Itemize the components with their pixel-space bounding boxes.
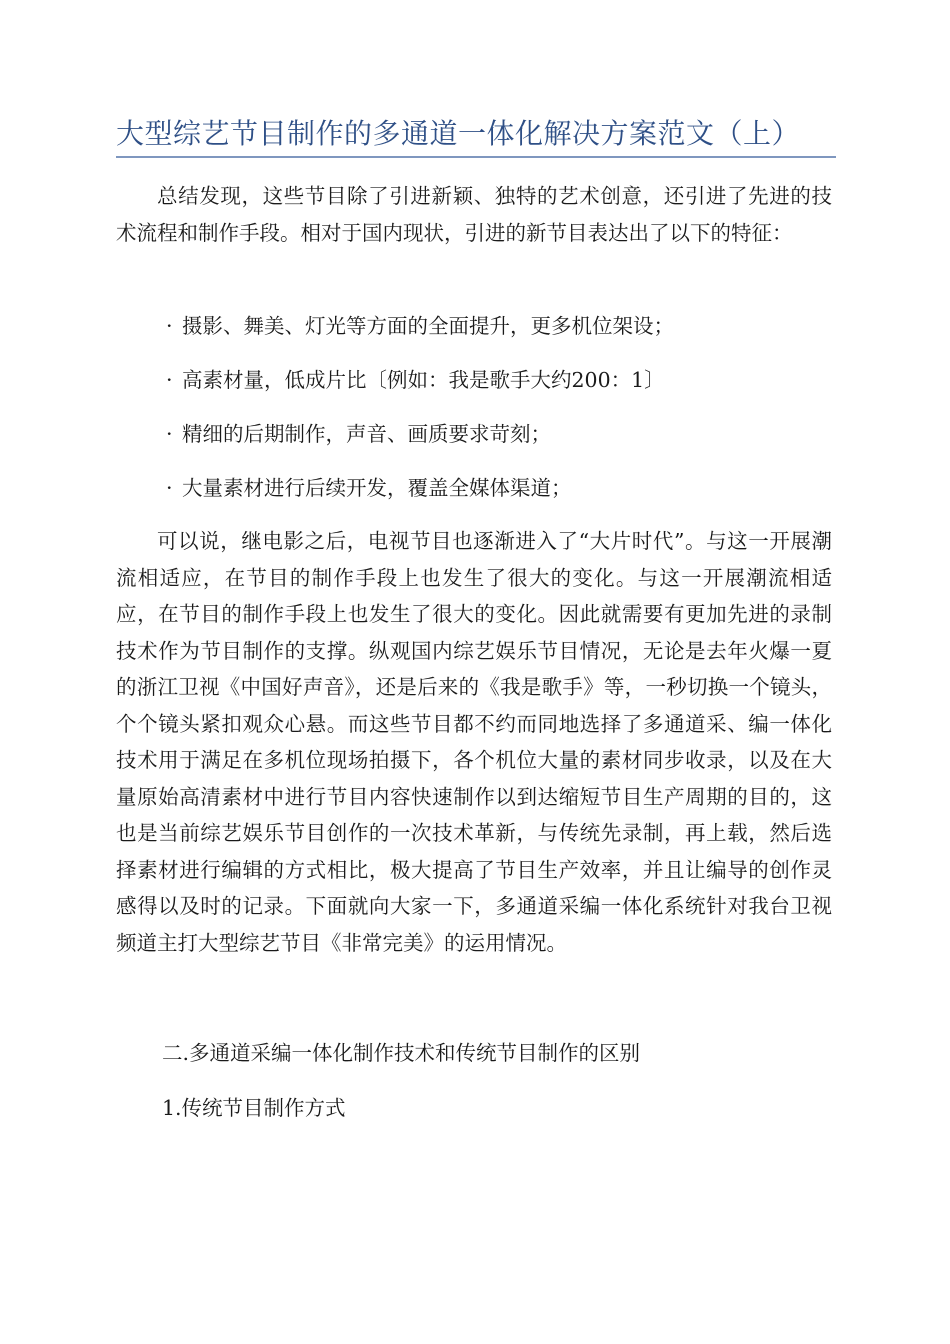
list-item-text: 精细的后期制作，声音、画质要求苛刻；: [182, 422, 551, 446]
list-item-text: 大量素材进行后续开发，覆盖全媒体渠道；: [182, 476, 572, 500]
document-title: 大型综艺节目制作的多通道一体化解决方案范文（上）: [116, 114, 836, 158]
intro-paragraph: 总结发现，这些节目除了引进新颖、独特的艺术创意，还引进了先进的技术流程和制作手段。相对于国内现状，引进的新节目表达出了以下的特征：: [116, 184, 832, 245]
list-item-text: 摄影、舞美、灯光等方面的全面提升，更多机位架设；: [182, 314, 674, 338]
section-heading: 二.多通道采编一体化制作技术和传统节目制作的区别: [162, 1041, 641, 1065]
bullet-dot-icon: ·: [166, 476, 173, 500]
list-item: [166, 473, 826, 503]
body-paragraph: 可以说，继电影之后，电视节目也逐渐进入了“大片时代”。与这一开展潮流相适应，在节目的制作手段上也发生了很大的变化。与这一开展潮流相适应，在节目的制作手段上也发生了很大的变化。因此就需要有更加先进的录制技术作为节目制作的支撑。纵观国内综艺娱乐节目情况，无论是去年火爆一夏的浙江卫视《中国好声音》，还是后来的《我是歌手》等，一秒切换一个镜头，个个镜头紧扣观众心悬。而这些节目都不约而同地选择了多通道采、编一体化技术用于满足在多机位现场拍摄下，各个机位大量的素材同步收录，以及在大量原始高清素材中进行节目内容快速制作以到达缩短节目生产周期的目的，这也是当前综艺娱乐节目创作的一次技术革新，与传统先录制，再上载，然后选择素材进行编辑的方式相比，极大提高了节目生产效率，并且让编导的创作灵感得以及时的记录。下面就向大家一下，多通道采编一体化系统针对我台卫视频道主打大型综艺节目《非常完美》的运用情况。: [116, 529, 832, 955]
bullet-dot-icon: ·: [166, 314, 173, 338]
bullet-dot-icon: ·: [166, 368, 173, 392]
list-item: [166, 365, 826, 395]
bullet-dot-icon: ·: [166, 422, 173, 446]
list-item: [166, 419, 826, 449]
subsection-heading: 1.传统节目制作方式: [162, 1096, 346, 1120]
list-item: [166, 311, 826, 341]
list-item-text: 高素材量，低成片比〔例如：我是歌手大约200：1〕: [182, 368, 665, 392]
